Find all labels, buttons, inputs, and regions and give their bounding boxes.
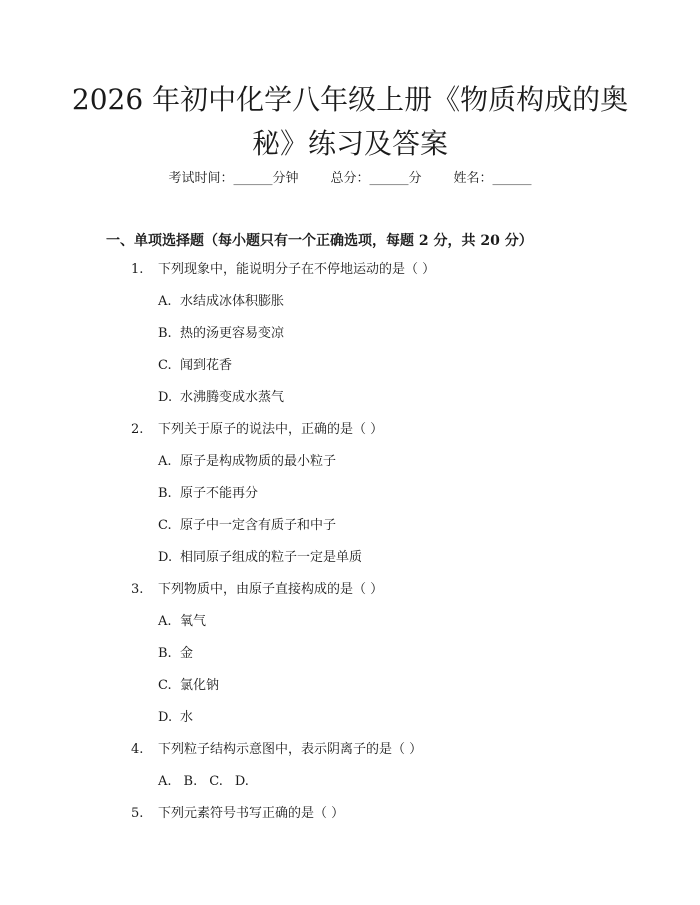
- option-text: 原子中一定含有质子和中子: [180, 518, 337, 533]
- option-text: 相同原子组成的粒子一定是单质: [180, 550, 363, 565]
- total-score-field: 总分：______分: [330, 171, 422, 186]
- q1-option-d: [158, 389, 284, 407]
- q2-option-b: [158, 485, 258, 503]
- q3-option-a: [158, 613, 206, 631]
- q4-option-a: A.: [158, 774, 172, 789]
- question-number: 4.: [131, 742, 144, 757]
- question-text: 下列粒子结构示意图中，表示阴离子的是（ ）: [158, 742, 423, 757]
- question-4: [131, 741, 422, 759]
- q3-option-c: [158, 677, 219, 695]
- option-letter: C.: [158, 358, 172, 373]
- q2-option-d: [158, 549, 362, 567]
- option-letter: A.: [158, 614, 172, 629]
- question-text: 下列物质中，由原子直接构成的是（ ）: [158, 582, 384, 597]
- question-1: [131, 261, 435, 279]
- student-name-field: 姓名：______: [453, 171, 532, 186]
- option-letter: A.: [158, 294, 172, 309]
- q4-inline-options: [158, 773, 261, 791]
- q4-option-d: D.: [234, 774, 249, 789]
- title-line-1: 2026 年初中化学八年级上册《物质构成的奥: [71, 83, 629, 116]
- q3-option-b: [158, 645, 193, 663]
- question-5: [131, 805, 344, 823]
- option-letter: B.: [158, 326, 172, 341]
- question-number: 3.: [131, 582, 144, 597]
- option-letter: D.: [158, 550, 173, 565]
- q3-option-d: [158, 709, 193, 727]
- question-text: 下列现象中，能说明分子在不停地运动的是（ ）: [158, 262, 436, 277]
- option-letter: D.: [158, 710, 173, 725]
- option-text: 氧气: [180, 614, 207, 629]
- question-2: [131, 421, 383, 439]
- q2-option-c: [158, 517, 336, 535]
- exam-time-field: 考试时间：______分钟: [168, 171, 299, 186]
- option-text: 金: [180, 646, 194, 661]
- q1-option-a: [158, 293, 284, 311]
- option-text: 原子是构成物质的最小粒子: [180, 454, 337, 469]
- title-line-2: 秘》练习及答案: [251, 127, 448, 160]
- option-text: 水: [180, 710, 194, 725]
- option-letter: C.: [158, 678, 172, 693]
- question-number: 1.: [131, 262, 144, 277]
- section-heading: 一、单项选择题（每小题只有一个正确选项，每题 2 分，共 20 分）: [106, 233, 533, 249]
- option-text: 水结成冰体积膨胀: [180, 294, 285, 309]
- option-letter: A.: [158, 454, 172, 469]
- option-letter: B.: [158, 486, 172, 501]
- question-text: 下列元素符号书写正确的是（ ）: [158, 806, 345, 821]
- option-text: 热的汤更容易变凉: [180, 326, 285, 341]
- option-text: 氯化钠: [180, 678, 220, 693]
- question-text: 下列关于原子的说法中，正确的是（ ）: [158, 422, 384, 437]
- exam-info: [0, 170, 700, 188]
- option-text: 原子不能再分: [180, 486, 259, 501]
- q1-option-c: [158, 357, 232, 375]
- option-text: 闻到花香: [180, 358, 233, 373]
- document-title: [60, 78, 640, 166]
- option-letter: C.: [158, 518, 172, 533]
- question-number: 2.: [131, 422, 144, 437]
- option-letter: B.: [158, 646, 172, 661]
- question-number: 5.: [131, 806, 144, 821]
- option-letter: D.: [158, 390, 173, 405]
- question-3: [131, 581, 383, 599]
- q4-option-c: C.: [209, 774, 223, 789]
- q2-option-a: [158, 453, 336, 471]
- option-text: 水沸腾变成水蒸气: [180, 390, 285, 405]
- q4-option-b: B.: [183, 774, 198, 789]
- q1-option-b: [158, 325, 284, 343]
